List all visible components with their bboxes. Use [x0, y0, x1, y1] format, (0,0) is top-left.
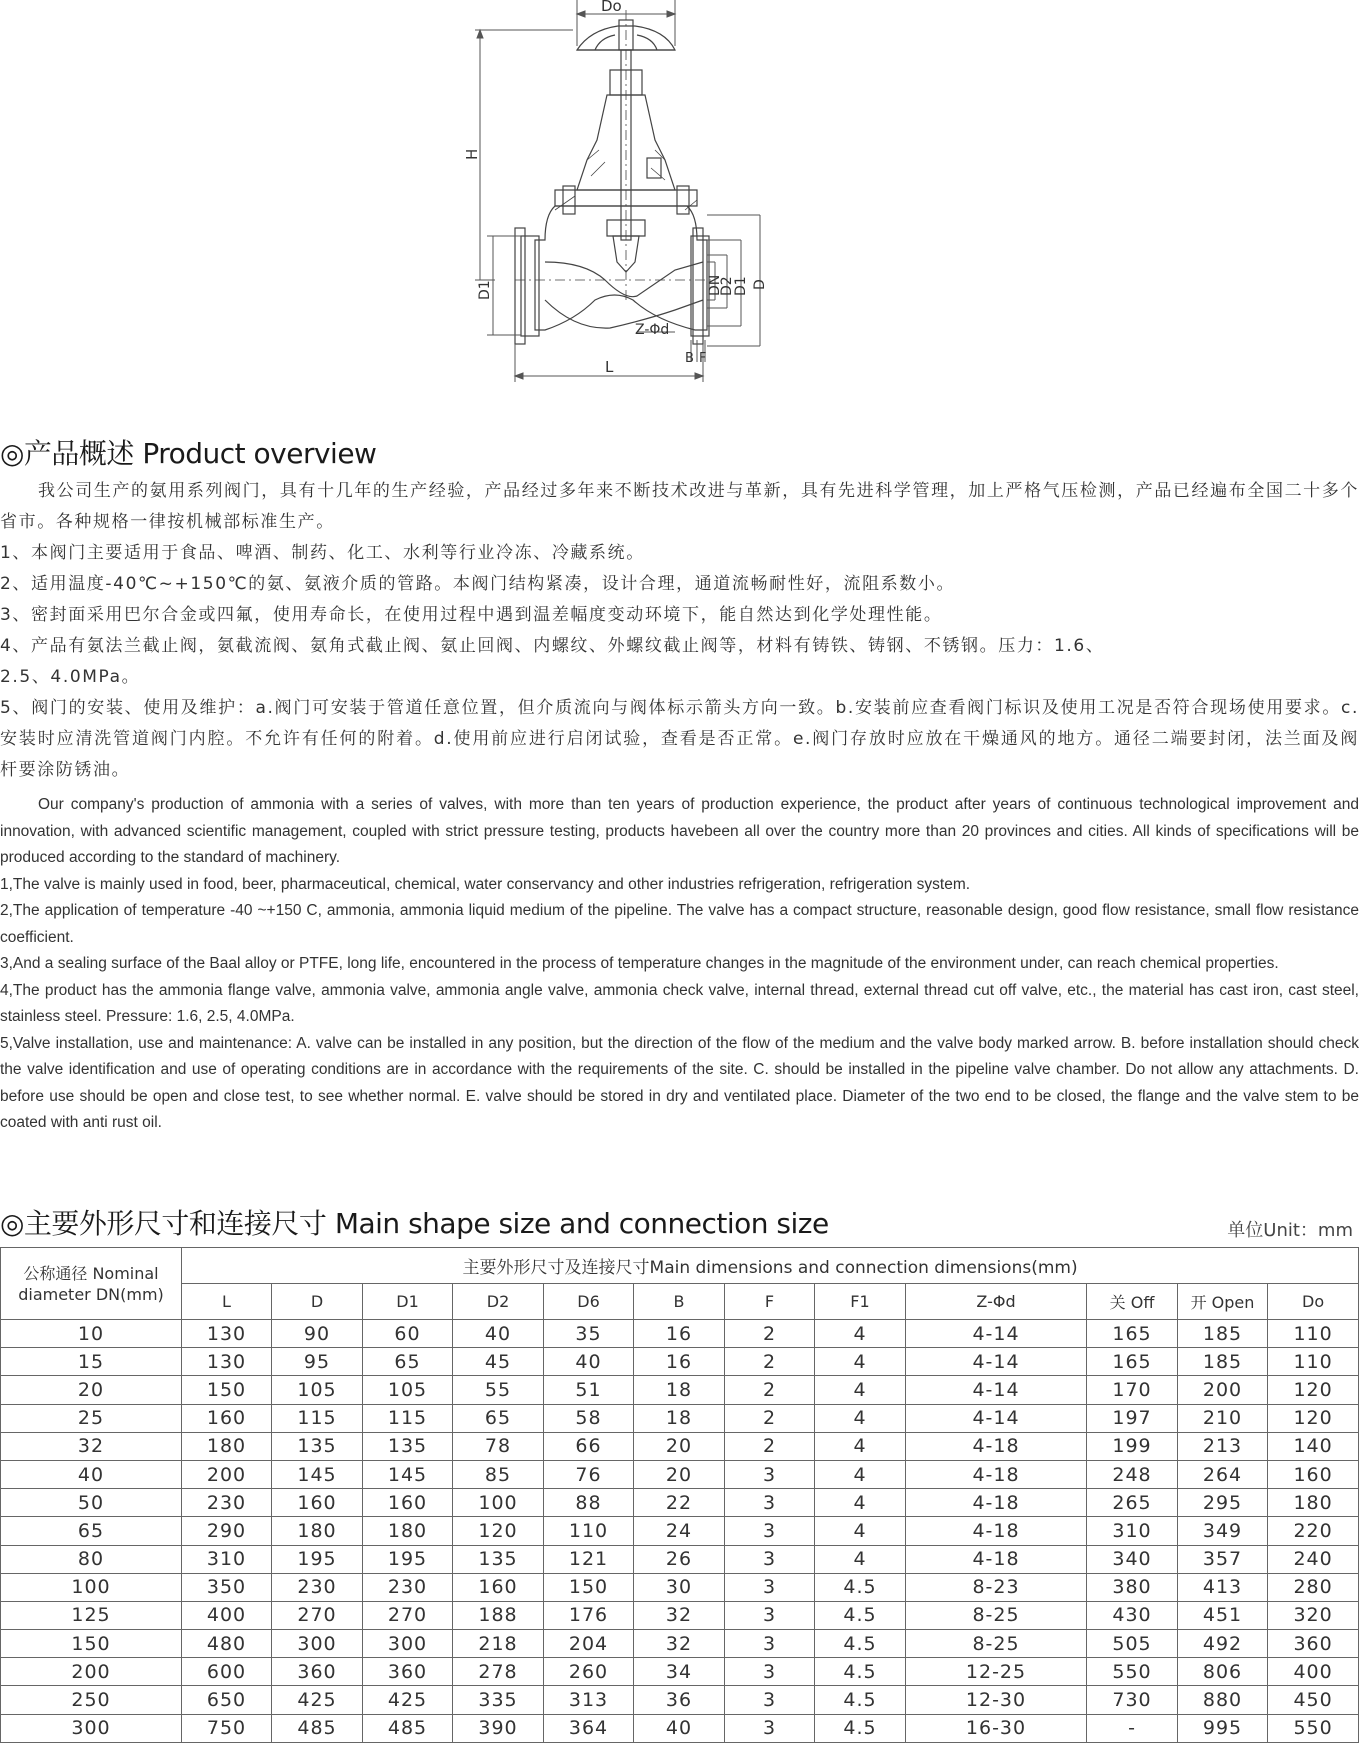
- table-cell: 66: [544, 1432, 634, 1460]
- dimensions-title: ◎主要外形尺寸和连接尺寸 Main shape size and connection size: [0, 1207, 829, 1240]
- table-row: [1, 1348, 1359, 1376]
- table-cell: 26: [634, 1545, 725, 1573]
- table-cell: 60: [363, 1320, 453, 1348]
- table-cell: 4-18: [906, 1545, 1087, 1573]
- table-cell: 76: [544, 1460, 634, 1488]
- table-cell: 160: [453, 1573, 544, 1601]
- table-cell: 35: [544, 1320, 634, 1348]
- table-cell: 65: [1, 1517, 182, 1545]
- table-row: [1, 1460, 1359, 1488]
- cn-paragraph-2: 2、适用温度-40℃~+150℃的氨、氨液介质的管路。本阀门结构紧凑，设计合理，通道流畅耐性好，流阻系数小。: [0, 574, 956, 594]
- table-cell: 165: [1087, 1348, 1178, 1376]
- table-cell: 4: [815, 1489, 906, 1517]
- table-cell: 78: [453, 1432, 544, 1460]
- label-d1-right: D1: [733, 276, 749, 296]
- table-cell: 40: [634, 1714, 725, 1742]
- label-d1-left: D1: [477, 280, 493, 300]
- table-cell: 15: [1, 1348, 182, 1376]
- column-header: D: [272, 1284, 363, 1320]
- column-header: D1: [363, 1284, 453, 1320]
- column-header: L: [182, 1284, 272, 1320]
- table-cell: 2: [725, 1376, 815, 1404]
- table-cell: 22: [634, 1489, 725, 1517]
- table-cell: 450: [1268, 1686, 1359, 1714]
- cn-paragraph-4: 4、产品有氨法兰截止阀，氨截流阀、氨角式截止阀、氨止回阀、内螺纹、外螺纹截止阀等，材料有铸铁、铸钢、不锈钢。压力：1.6、: [0, 636, 1105, 656]
- table-cell: 32: [634, 1630, 725, 1658]
- table-cell: 20: [634, 1460, 725, 1488]
- table-cell: 280: [1268, 1573, 1359, 1601]
- valve-drawing: [463, 0, 845, 390]
- overview-cn-text: [0, 476, 1359, 786]
- table-cell: 451: [1178, 1601, 1268, 1629]
- table-cell: 95: [272, 1348, 363, 1376]
- table-cell: 806: [1178, 1658, 1268, 1686]
- table-cell: 105: [363, 1376, 453, 1404]
- label-do: Do: [601, 0, 622, 15]
- table-cell: 3: [725, 1545, 815, 1573]
- table-cell: 3: [725, 1489, 815, 1517]
- cn-paragraph-4-cont: 2.5、4.0MPa。: [0, 667, 141, 687]
- table-cell: 220: [1268, 1517, 1359, 1545]
- table-cell: 4.5: [815, 1658, 906, 1686]
- table-cell: 120: [1268, 1376, 1359, 1404]
- table-cell: 3: [725, 1714, 815, 1742]
- table-cell: 357: [1178, 1545, 1268, 1573]
- table-cell: 335: [453, 1686, 544, 1714]
- table-cell: 3: [725, 1630, 815, 1658]
- table-cell: 4: [815, 1460, 906, 1488]
- table-cell: 110: [1268, 1348, 1359, 1376]
- table-cell: 3: [725, 1658, 815, 1686]
- table-cell: 430: [1087, 1601, 1178, 1629]
- table-cell: 4: [815, 1348, 906, 1376]
- table-cell: 485: [363, 1714, 453, 1742]
- en-paragraph-2: 2,The application of temperature -40 ~+150 C, ammonia, ammonia liquid medium of the pipeline. The valve has a compact structure, reasonable design, good flow resistance, small flow resistance coefficient.: [0, 902, 1359, 946]
- table-cell: 3: [725, 1517, 815, 1545]
- table-cell: 40: [453, 1320, 544, 1348]
- table-cell: 4.5: [815, 1714, 906, 1742]
- table-cell: 12-30: [906, 1686, 1087, 1714]
- column-header: D6: [544, 1284, 634, 1320]
- label-l: L: [605, 358, 614, 376]
- table-cell: 200: [1178, 1376, 1268, 1404]
- table-row: [1, 1489, 1359, 1517]
- table-cell: 40: [544, 1348, 634, 1376]
- table-cell: 4.5: [815, 1686, 906, 1714]
- cn-paragraph-1: 1、本阀门主要适用于食品、啤酒、制药、化工、水利等行业冷冻、冷藏系统。: [0, 543, 645, 563]
- table-cell: 360: [363, 1658, 453, 1686]
- table-cell: 4-18: [906, 1432, 1087, 1460]
- table-cell: 10: [1, 1320, 182, 1348]
- label-h: H: [463, 148, 481, 160]
- label-d: D: [752, 279, 768, 290]
- table-cell: 390: [453, 1714, 544, 1742]
- table-cell: 550: [1087, 1658, 1178, 1686]
- cn-paragraph-3: 3、密封面采用巴尔合金或四氟，使用寿命长，在使用过程中遇到温差幅度变动环境下，能自然达到化学处理性能。: [0, 605, 943, 625]
- table-cell: 310: [182, 1545, 272, 1573]
- table-cell: 4: [815, 1545, 906, 1573]
- table-row: [1, 1517, 1359, 1545]
- table-cell: 300: [1, 1714, 182, 1742]
- label-d2: D2: [719, 276, 735, 296]
- table-cell: 2: [725, 1432, 815, 1460]
- table-cell: 65: [453, 1404, 544, 1432]
- table-row: [1, 1686, 1359, 1714]
- table-cell: 32: [1, 1432, 182, 1460]
- table-cell: 195: [272, 1545, 363, 1573]
- table-cell: 278: [453, 1658, 544, 1686]
- column-header: B: [634, 1284, 725, 1320]
- table-cell: 230: [363, 1573, 453, 1601]
- table-cell: 230: [272, 1573, 363, 1601]
- table-cell: 290: [182, 1517, 272, 1545]
- column-header: 关 Off: [1087, 1284, 1178, 1320]
- table-cell: 350: [182, 1573, 272, 1601]
- table-cell: 188: [453, 1601, 544, 1629]
- table-cell: 160: [272, 1489, 363, 1517]
- table-cell: 30: [634, 1573, 725, 1601]
- table-cell: 425: [272, 1686, 363, 1714]
- table-cell: 400: [1268, 1658, 1359, 1686]
- table-cell: 65: [363, 1348, 453, 1376]
- overview-title: ◎产品概述 Product overview: [0, 437, 377, 470]
- dimensions-table: [0, 1247, 1359, 1743]
- table-cell: 180: [272, 1517, 363, 1545]
- table-cell: 180: [1268, 1489, 1359, 1517]
- table-cell: 425: [363, 1686, 453, 1714]
- table-row: [1, 1658, 1359, 1686]
- table-cell: 18: [634, 1404, 725, 1432]
- table-cell: 58: [544, 1404, 634, 1432]
- table-cell: 3: [725, 1460, 815, 1488]
- column-header: Z-Φd: [906, 1284, 1087, 1320]
- table-cell: 105: [272, 1376, 363, 1404]
- table-cell: 485: [272, 1714, 363, 1742]
- table-cell: 4: [815, 1432, 906, 1460]
- table-cell: 4: [815, 1517, 906, 1545]
- table-cell: 32: [634, 1601, 725, 1629]
- table-cell: 34: [634, 1658, 725, 1686]
- table-cell: 40: [1, 1460, 182, 1488]
- table-cell: 505: [1087, 1630, 1178, 1658]
- table-cell: 4-18: [906, 1517, 1087, 1545]
- table-cell: 120: [1268, 1404, 1359, 1432]
- table-cell: 4-18: [906, 1489, 1087, 1517]
- table-cell: 4-14: [906, 1404, 1087, 1432]
- table-cell: 140: [1268, 1432, 1359, 1460]
- table-cell: 4: [815, 1404, 906, 1432]
- table-cell: 200: [182, 1460, 272, 1488]
- overview-en-text: [0, 792, 1359, 1137]
- table-cell: 115: [363, 1404, 453, 1432]
- table-row: [1, 1432, 1359, 1460]
- table-cell: 115: [272, 1404, 363, 1432]
- table-cell: 995: [1178, 1714, 1268, 1742]
- table-cell: 349: [1178, 1517, 1268, 1545]
- cn-paragraph-5: 5、阀门的安装、使用及维护：a.阀门可安装于管道任意位置，但介质流向与阀体标示箭头方向一致。b.安装前应查看阀门标识及使用工况是否符合现场使用要求。c.安装时应清洗管道阀门内腔。不允许有任何的附着。d.使用前应进行启闭试验，查看是否正常。e.阀门存放时应放在干燥通风的地方。通径二端要封闭，法兰面及阀杆要涂防锈油。: [0, 698, 1359, 780]
- table-row: [1, 1601, 1359, 1629]
- table-row: [1, 1573, 1359, 1601]
- label-dn: DN: [707, 274, 723, 296]
- unit-label: 单位Unit：mm: [1227, 1220, 1353, 1241]
- table-cell: 240: [1268, 1545, 1359, 1573]
- table-cell: -: [1087, 1714, 1178, 1742]
- table-cell: 25: [1, 1404, 182, 1432]
- table-cell: 145: [363, 1460, 453, 1488]
- table-cell: 90: [272, 1320, 363, 1348]
- table-cell: 295: [1178, 1489, 1268, 1517]
- column-header: F1: [815, 1284, 906, 1320]
- table-cell: 12-25: [906, 1658, 1087, 1686]
- table-cell: 3: [725, 1601, 815, 1629]
- table-cell: 360: [272, 1658, 363, 1686]
- table-cell: 121: [544, 1545, 634, 1573]
- table-cell: 204: [544, 1630, 634, 1658]
- table-cell: 176: [544, 1601, 634, 1629]
- table-cell: 100: [453, 1489, 544, 1517]
- table-cell: 55: [453, 1376, 544, 1404]
- table-cell: 8-25: [906, 1601, 1087, 1629]
- table-cell: 100: [1, 1573, 182, 1601]
- table-row: [1, 1714, 1359, 1742]
- table-cell: 165: [1087, 1320, 1178, 1348]
- table-cell: 492: [1178, 1630, 1268, 1658]
- column-header: 开 Open: [1178, 1284, 1268, 1320]
- table-cell: 50: [1, 1489, 182, 1517]
- table-cell: 145: [272, 1460, 363, 1488]
- cn-paragraph-intro: 我公司生产的氨用系列阀门，具有十几年的生产经验，产品经过多年来不断技术改进与革新，具有先进科学管理，加上严格气压检测，产品已经遍布全国二十多个省市。各种规格一律按机械部标准生产。: [0, 481, 1359, 532]
- table-cell: 4-14: [906, 1376, 1087, 1404]
- table-cell: 185: [1178, 1348, 1268, 1376]
- table-cell: 85: [453, 1460, 544, 1488]
- table-cell: 2: [725, 1320, 815, 1348]
- table-cell: 880: [1178, 1686, 1268, 1714]
- table-cell: 340: [1087, 1545, 1178, 1573]
- table-cell: 160: [363, 1489, 453, 1517]
- table-cell: 600: [182, 1658, 272, 1686]
- table-cell: 180: [363, 1517, 453, 1545]
- table-cell: 320: [1268, 1601, 1359, 1629]
- table-cell: 313: [544, 1686, 634, 1714]
- table-cell: 480: [182, 1630, 272, 1658]
- table-cell: 4: [815, 1320, 906, 1348]
- table-cell: 135: [272, 1432, 363, 1460]
- table-cell: 110: [1268, 1320, 1359, 1348]
- table-cell: 264: [1178, 1460, 1268, 1488]
- dimension-lines: [475, 0, 760, 382]
- label-z-phi-d: Z-Φd: [635, 322, 670, 338]
- table-cell: 170: [1087, 1376, 1178, 1404]
- table-row: [1, 1376, 1359, 1404]
- en-paragraph-5: 5,Valve installation, use and maintenance: A. valve can be installed in any position, but the direction of the flow of the medium and the valve body marked arrow. B. before installation should check the valve identification and use of operating conditions are in accordance with the requirements of the site. C. should be installed in the pipeline valve chamber. Do not allow any attachments. D. before use should be open and close test, to see whether normal. E. valve should be stored in dry and ventilated place. Diameter of the two end to be closed, the flange and the valve stem to be coated with anti rust oil.: [0, 1034, 1359, 1131]
- table-cell: 2: [725, 1348, 815, 1376]
- en-paragraph-1: 1,The valve is mainly used in food, beer, pharmaceutical, chemical, water conservancy and other industries refrigeration, refrigeration system.: [0, 875, 971, 893]
- table-cell: 150: [182, 1376, 272, 1404]
- table-cell: 135: [363, 1432, 453, 1460]
- table-cell: 360: [1268, 1630, 1359, 1658]
- table-row: [1, 1630, 1359, 1658]
- table-cell: 45: [453, 1348, 544, 1376]
- table-cell: 51: [544, 1376, 634, 1404]
- table-cell: 8-23: [906, 1573, 1087, 1601]
- label-b: B: [685, 351, 694, 366]
- table-cell: 4.5: [815, 1601, 906, 1629]
- table-cell: 125: [1, 1601, 182, 1629]
- table-cell: 265: [1087, 1489, 1178, 1517]
- table-cell: 4.5: [815, 1630, 906, 1658]
- table-cell: 199: [1087, 1432, 1178, 1460]
- table-cell: 2: [725, 1404, 815, 1432]
- left-flange: [521, 236, 539, 336]
- table-cell: 18: [634, 1376, 725, 1404]
- table-cell: 16-30: [906, 1714, 1087, 1742]
- table-cell: 210: [1178, 1404, 1268, 1432]
- en-paragraph-4: 4,The product has the ammonia flange valve, ammonia valve, ammonia angle valve, ammonia check valve, internal thread, external thread cut off valve, etc., the material has cast iron, cast steel, stainless steel. Pressure: 1.6, 2.5, 4.0MPa.: [0, 981, 1359, 1025]
- table-cell: 110: [544, 1517, 634, 1545]
- table-cell: 218: [453, 1630, 544, 1658]
- table-cell: 750: [182, 1714, 272, 1742]
- table-cell: 8-25: [906, 1630, 1087, 1658]
- table-cell: 16: [634, 1320, 725, 1348]
- table-cell: 195: [363, 1545, 453, 1573]
- table-cell: 150: [1, 1630, 182, 1658]
- header-main-dimensions: 主要外形尺寸及连接尺寸Main dimensions and connection dimensions(mm): [182, 1248, 1359, 1284]
- table-cell: 310: [1087, 1517, 1178, 1545]
- table-row: [1, 1545, 1359, 1573]
- table-cell: 4: [815, 1376, 906, 1404]
- en-paragraph-3: 3,And a sealing surface of the Baal alloy or PTFE, long life, encountered in the process of temperature changes in the magnitude of the environment under, can reach chemical properties.: [0, 955, 1279, 972]
- table-cell: 400: [182, 1601, 272, 1629]
- table-cell: 150: [544, 1573, 634, 1601]
- column-header: F: [725, 1284, 815, 1320]
- table-cell: 4-18: [906, 1460, 1087, 1488]
- table-cell: 88: [544, 1489, 634, 1517]
- table-cell: 380: [1087, 1573, 1178, 1601]
- table-cell: 300: [363, 1630, 453, 1658]
- column-header: Do: [1268, 1284, 1359, 1320]
- table-cell: 213: [1178, 1432, 1268, 1460]
- table-cell: 130: [182, 1320, 272, 1348]
- header-nominal-diameter: 公称通径 Nominal diameter DN(mm): [1, 1248, 182, 1320]
- dimensions-table-body: [1, 1320, 1359, 1743]
- table-cell: 413: [1178, 1573, 1268, 1601]
- table-cell: 4-14: [906, 1348, 1087, 1376]
- table-cell: 185: [1178, 1320, 1268, 1348]
- en-paragraph-intro: Our company's production of ammonia with a series of valves, with more than ten years of production experience, the product after years of continuous technological improvement and innovation, with advanced scientific management, coupled with strict pressure testing, products havebeen all over the country more than 20 provinces and cities. All kinds of specifications will be produced according to the standard of machinery.: [0, 796, 1359, 866]
- table-cell: 120: [453, 1517, 544, 1545]
- table-cell: 24: [634, 1517, 725, 1545]
- table-cell: 80: [1, 1545, 182, 1573]
- table-cell: 230: [182, 1489, 272, 1517]
- table-cell: 550: [1268, 1714, 1359, 1742]
- table-cell: 180: [182, 1432, 272, 1460]
- table-cell: 20: [634, 1432, 725, 1460]
- column-header: D2: [453, 1284, 544, 1320]
- table-cell: 36: [634, 1686, 725, 1714]
- table-cell: 250: [1, 1686, 182, 1714]
- table-cell: 260: [544, 1658, 634, 1686]
- table-cell: 248: [1087, 1460, 1178, 1488]
- column-header-row: [1, 1284, 1359, 1320]
- table-cell: 650: [182, 1686, 272, 1714]
- table-cell: 197: [1087, 1404, 1178, 1432]
- label-f: F: [699, 351, 707, 366]
- table-cell: 3: [725, 1573, 815, 1601]
- table-cell: 3: [725, 1686, 815, 1714]
- table-row: [1, 1320, 1359, 1348]
- table-cell: 270: [272, 1601, 363, 1629]
- table-cell: 135: [453, 1545, 544, 1573]
- table-cell: 364: [544, 1714, 634, 1742]
- table-cell: 160: [1268, 1460, 1359, 1488]
- table-cell: 160: [182, 1404, 272, 1432]
- table-cell: 270: [363, 1601, 453, 1629]
- table-cell: 200: [1, 1658, 182, 1686]
- table-cell: 4-14: [906, 1320, 1087, 1348]
- table-cell: 16: [634, 1348, 725, 1376]
- table-row: [1, 1404, 1359, 1432]
- table-cell: 130: [182, 1348, 272, 1376]
- table-cell: 730: [1087, 1686, 1178, 1714]
- table-cell: 20: [1, 1376, 182, 1404]
- table-cell: 300: [272, 1630, 363, 1658]
- table-cell: 4.5: [815, 1573, 906, 1601]
